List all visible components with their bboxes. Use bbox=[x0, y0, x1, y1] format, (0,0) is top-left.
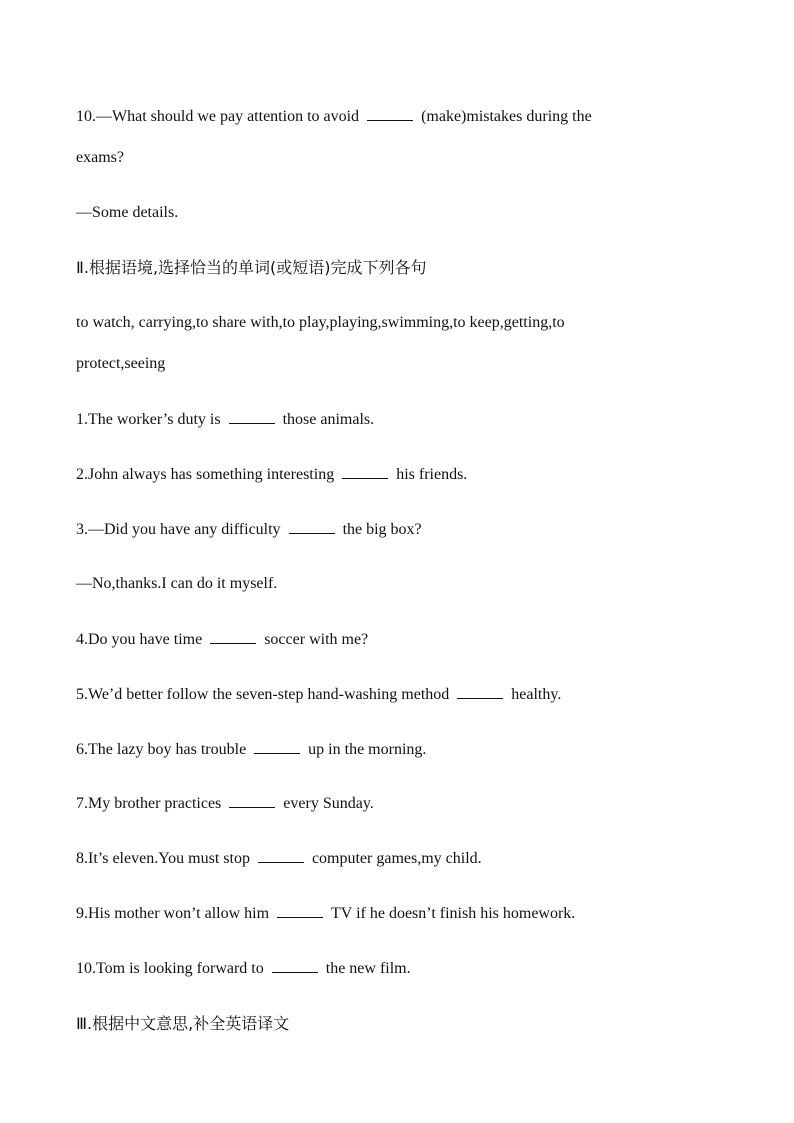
answer-blank[interactable] bbox=[457, 684, 503, 699]
item-text-before: 10.Tom is looking forward to bbox=[76, 960, 264, 977]
item-8 bbox=[76, 848, 482, 869]
item-text-before: 9.His mother won’t allow him bbox=[76, 905, 270, 922]
item-text-after: computer games,my child. bbox=[311, 850, 482, 867]
question-10-line-2: exams? bbox=[76, 149, 124, 166]
item-3-answer: —No,thanks.I can do it myself. bbox=[76, 575, 278, 592]
item-text-after: up in the morning. bbox=[308, 741, 427, 758]
answer-blank[interactable] bbox=[229, 409, 275, 424]
item-10 bbox=[76, 958, 411, 979]
item-7 bbox=[76, 793, 374, 814]
question-10-text-after: (make)mistakes during the bbox=[421, 108, 592, 125]
item-3 bbox=[76, 519, 422, 540]
item-text-after: the new film. bbox=[325, 960, 411, 977]
question-10-line-1 bbox=[76, 106, 592, 127]
answer-blank[interactable] bbox=[367, 106, 413, 121]
item-text-before: 4.Do you have time bbox=[76, 631, 203, 648]
item-text-after: TV if he doesn’t finish his homework. bbox=[331, 905, 576, 922]
item-text-after: his friends. bbox=[396, 466, 468, 483]
section-2-title: Ⅱ.根据语境,选择恰当的单词(或短语)完成下列各句 bbox=[76, 258, 427, 277]
item-9 bbox=[76, 903, 575, 924]
answer-blank[interactable] bbox=[342, 464, 388, 479]
answer-blank[interactable] bbox=[210, 629, 256, 644]
item-1 bbox=[76, 409, 374, 430]
item-text-after: soccer with me? bbox=[264, 631, 369, 648]
word-bank-line-2: protect,seeing bbox=[76, 355, 166, 372]
word-bank-line-1: to watch, carrying,to share with,to play,playing,swimming,to keep,getting,to bbox=[76, 314, 565, 331]
item-text-before: 1.The worker’s duty is bbox=[76, 411, 221, 428]
answer-blank[interactable] bbox=[254, 739, 300, 754]
answer-blank[interactable] bbox=[272, 958, 318, 973]
item-text-before: 5.We’d better follow the seven-step hand-washing method bbox=[76, 686, 450, 703]
answer-blank[interactable] bbox=[258, 848, 304, 863]
item-text-after: every Sunday. bbox=[283, 795, 374, 812]
item-text-before: 2.John always has something interesting bbox=[76, 466, 335, 483]
item-text-before: 6.The lazy boy has trouble bbox=[76, 741, 247, 758]
item-text-after: those animals. bbox=[282, 411, 375, 428]
answer-blank[interactable] bbox=[277, 903, 323, 918]
item-5 bbox=[76, 684, 561, 705]
answer-blank[interactable] bbox=[229, 793, 275, 808]
item-text-after: healthy. bbox=[511, 686, 562, 703]
item-2 bbox=[76, 464, 467, 485]
question-10-answer: —Some details. bbox=[76, 204, 179, 221]
item-text-after: the big box? bbox=[342, 521, 422, 538]
item-6 bbox=[76, 739, 426, 760]
item-text-before: 7.My brother practices bbox=[76, 795, 222, 812]
section-3-title: Ⅲ.根据中文意思,补全英语译文 bbox=[76, 1014, 290, 1033]
item-text-before: 8.It’s eleven.You must stop bbox=[76, 850, 250, 867]
answer-blank[interactable] bbox=[289, 519, 335, 534]
question-10-text-before: 10.—What should we pay attention to avoid bbox=[76, 108, 360, 125]
item-text-before: 3.—Did you have any difficulty bbox=[76, 521, 281, 538]
item-4 bbox=[76, 629, 368, 650]
